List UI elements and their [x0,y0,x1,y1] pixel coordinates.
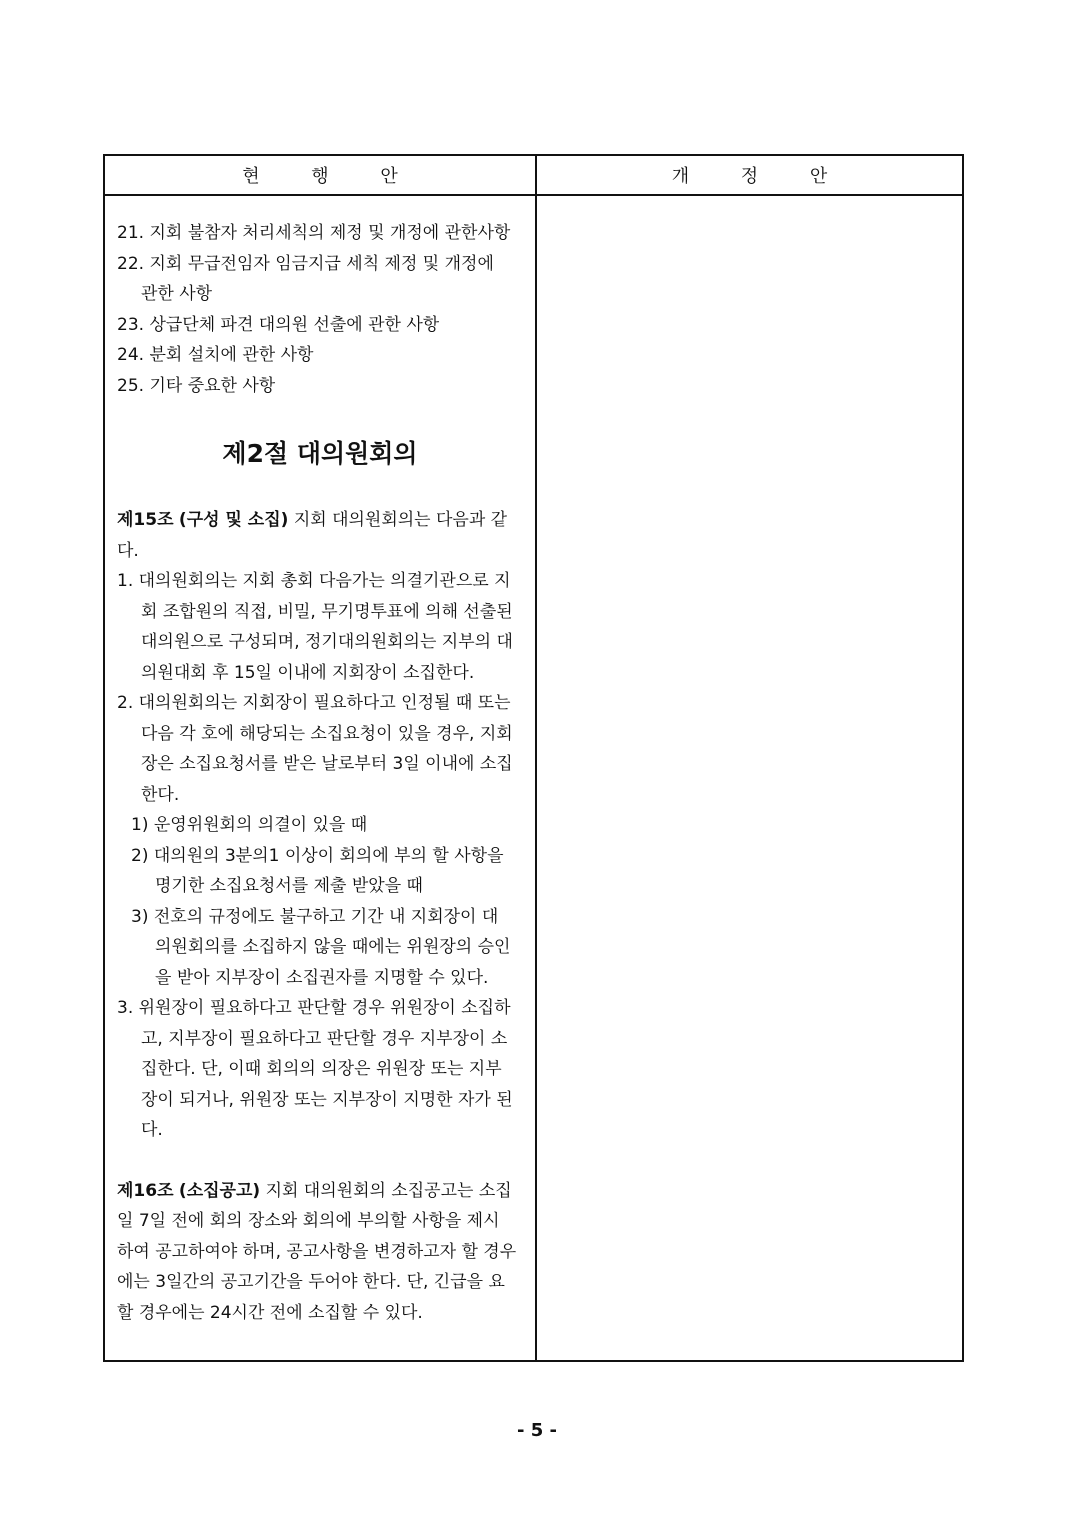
list-item [117,371,523,402]
header-revised-draft: 개 정 안 [671,166,828,187]
article-title: (구성 및 소집) [178,510,289,530]
paragraph-line: 일 7일 전에 회의 장소와 회의에 부의할 사항을 제시 [117,1211,500,1231]
paragraph-line: 장은 소집요청서를 받은 날로부터 3일 이내에 소집 [141,754,513,774]
paragraph-line: 대의원으로 구성되며, 정기대의원회의는 지부의 대 [141,632,513,652]
item-number: 24. [117,345,145,365]
article-lead-continuation: 다. [117,540,139,561]
paragraph-line: 3. 위원장이 필요하다고 판단할 경우 위원장이 소집하 [117,998,511,1018]
sub-item-line: 의원회의를 소집하지 않을 때에는 위원장의 승인 [155,937,511,957]
list-item [117,340,523,371]
paragraph-line: 장이 되거나, 위원장 또는 지부장이 지명한 자가 된 [141,1089,513,1110]
item-text: 분회 설치에 관한 사항 [149,345,314,365]
item-text: 지회 무급전임자 임금지급 세칙 제정 및 개정에 [149,253,494,274]
item-number: 25. [117,375,145,396]
paragraph-line: 고, 지부장이 필요하다고 판단할 경우 지부장이 소 [141,1028,508,1049]
item-text: 기타 중요한 사항 [149,375,276,396]
paragraph-line: 다음 각 호에 해당되는 소집요청이 있을 경우, 지회 [141,723,513,744]
sub-item-line: 1) 운영위원회의 의결이 있을 때 [131,815,368,835]
paragraph-line: 에는 3일간의 공고기간을 두어야 한다. 단, 긴급을 요 [117,1272,505,1292]
list-item [117,310,523,341]
sub-item-line: 3) 전호의 규정에도 불구하고 기간 내 지회장이 대 [131,906,499,927]
list-item [117,249,523,280]
paragraph-line: 회 조합원의 직접, 비밀, 무기명투표에 의해 선출된 [141,601,513,622]
list-item-continuation: 관한 사항 [141,284,213,304]
list-item [117,218,523,249]
section-title: 제2절 대의원회의 [222,439,418,468]
table-header-row [105,156,962,196]
header-current-draft: 현 행 안 [242,166,398,187]
comparison-table [103,154,964,1362]
sub-item-line: 을 받아 지부장이 소집권자를 지명할 수 있다. [155,967,489,988]
article-number: 제15조 [117,510,174,530]
sub-item-line: 2) 대의원의 3분의1 이상이 회의에 부의 할 사항을 [131,845,504,866]
current-draft-column [117,218,523,1328]
paragraph-line: 2. 대의원회의는 지회장이 필요하다고 인정될 때 또는 [117,693,511,713]
paragraph-line: 1. 대의원회의는 지회 총회 다음가는 의결기관으로 지 [117,571,511,591]
paragraph-line: 다. [141,1120,163,1140]
article-lead: 지회 대의원회의는 다음과 같 [293,510,508,530]
paragraph-line: 집한다. 단, 이때 회의의 의장은 위원장 또는 지부 [141,1059,502,1079]
sub-item-line: 명기한 소집요청서를 제출 받았을 때 [155,876,423,896]
paragraph-line: 하여 공고하여야 하며, 공고사항을 변경하고자 할 경우 [117,1241,517,1262]
column-divider [535,156,537,1360]
item-text: 지회 불참자 처리세칙의 제정 및 개정에 관한사항 [149,223,511,243]
item-text: 상급단체 파견 대의원 선출에 관한 사항 [149,314,440,335]
article-16-heading [117,1176,523,1207]
item-number: 23. [117,314,145,335]
item-number: 21. [117,223,145,243]
article-number: 제16조 [117,1180,174,1201]
paragraph-line: 의원대회 후 15일 이내에 지회장이 소집한다. [141,662,475,683]
article-15-heading [117,505,523,536]
page-number: - 5 - [517,1420,557,1441]
paragraph-line: 할 경우에는 24시간 전에 소집할 수 있다. [117,1302,423,1323]
article-title: (소집공고) [178,1180,261,1201]
spacer [117,1146,523,1176]
paragraph-line: 한다. [141,784,180,805]
item-number: 22. [117,253,145,274]
article-lead: 지회 대의원회의 소집공고는 소집 [265,1180,512,1201]
